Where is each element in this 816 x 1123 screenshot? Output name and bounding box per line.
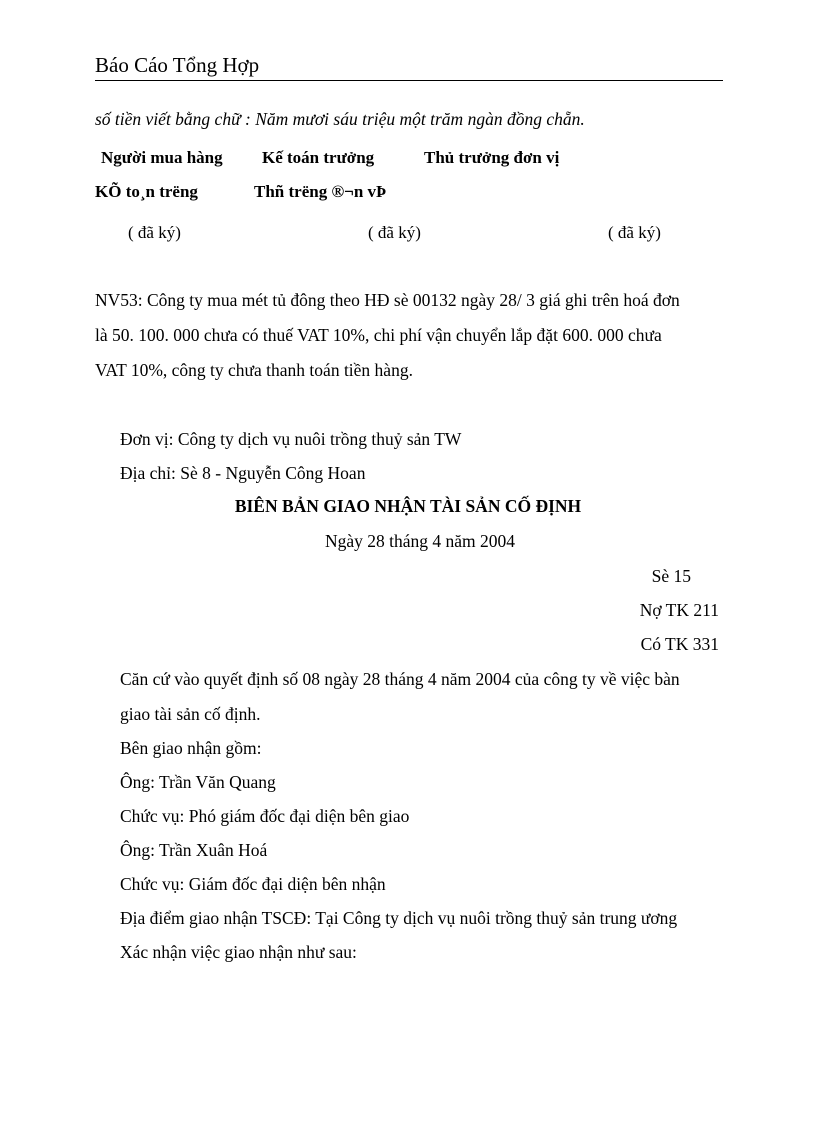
signature-label-buyer: Người mua hàng bbox=[101, 148, 223, 167]
signature-label-accountant: Kế toán trưởng bbox=[262, 148, 375, 167]
document-number: Sè 15 bbox=[651, 566, 691, 586]
body-line-2: giao tài sản cố định. bbox=[120, 704, 261, 724]
body-line-7: Chức vụ: Giám đốc đại diện bên nhận bbox=[120, 874, 386, 894]
signature-label-director: Thủ trưởng đơn vị bbox=[424, 148, 560, 167]
page-header bbox=[95, 52, 723, 81]
body-line-3: Bên giao nhận gồm: bbox=[120, 738, 262, 758]
signed-mark-3: ( đã ký) bbox=[608, 223, 661, 242]
nv53-line-2: là 50. 100. 000 chưa có thuế VAT 10%, chi phí vận chuyển lắp đặt 600. 000 chưa bbox=[95, 325, 662, 345]
body-line-5: Chức vụ: Phó giám đốc đại diện bên giao bbox=[120, 806, 410, 826]
document-title: BIÊN BẢN GIAO NHẬN TÀI SẢN CỐ ĐỊNH bbox=[234, 496, 582, 516]
nv53-line-1: NV53: Công ty mua mét tủ đông theo HĐ sè 00132 ngày 28/ 3 giá ghi trên hoá đơn bbox=[95, 290, 680, 310]
address-line: Địa chỉ: Sè 8 - Nguyễn Công Hoan bbox=[120, 463, 366, 483]
document-date: Ngày 28 tháng 4 năm 2004 bbox=[324, 531, 516, 551]
header-title: Báo Cáo Tổng Hợp bbox=[95, 53, 260, 77]
body-line-1: Căn cứ vào quyết định số 08 ngày 28 tháng 4 năm 2004 của công ty về việc bàn bbox=[120, 669, 680, 689]
body-line-6: Ông: Trần Xuân Hoá bbox=[120, 840, 268, 860]
amount-in-words: số tiền viết bằng chữ : Năm mươi sáu triệu một trăm ngàn đồng chẵn. bbox=[95, 109, 585, 129]
body-line-4: Ông: Trần Văn Quang bbox=[120, 772, 276, 792]
signed-mark-1: ( đã ký) bbox=[128, 223, 181, 242]
signature-label-director-garbled: Thñ trëng ®¬n vÞ bbox=[254, 182, 387, 201]
nv53-line-3: VAT 10%, công ty chưa thanh toán tiền hàng. bbox=[95, 360, 413, 380]
credit-account: Có TK 331 bbox=[640, 634, 719, 654]
signed-mark-2: ( đã ký) bbox=[368, 223, 421, 242]
debit-account: Nợ TK 211 bbox=[639, 600, 719, 620]
body-line-9: Xác nhận việc giao nhận như sau: bbox=[120, 942, 357, 962]
body-line-8: Địa điểm giao nhận TSCĐ: Tại Công ty dịch vụ nuôi trồng thuỷ sản trung ương bbox=[120, 908, 678, 928]
unit-line: Đơn vị: Công ty dịch vụ nuôi trồng thuỷ sản TW bbox=[120, 429, 462, 449]
signature-label-accountant-garbled: KÕ to¸n trëng bbox=[95, 182, 198, 201]
